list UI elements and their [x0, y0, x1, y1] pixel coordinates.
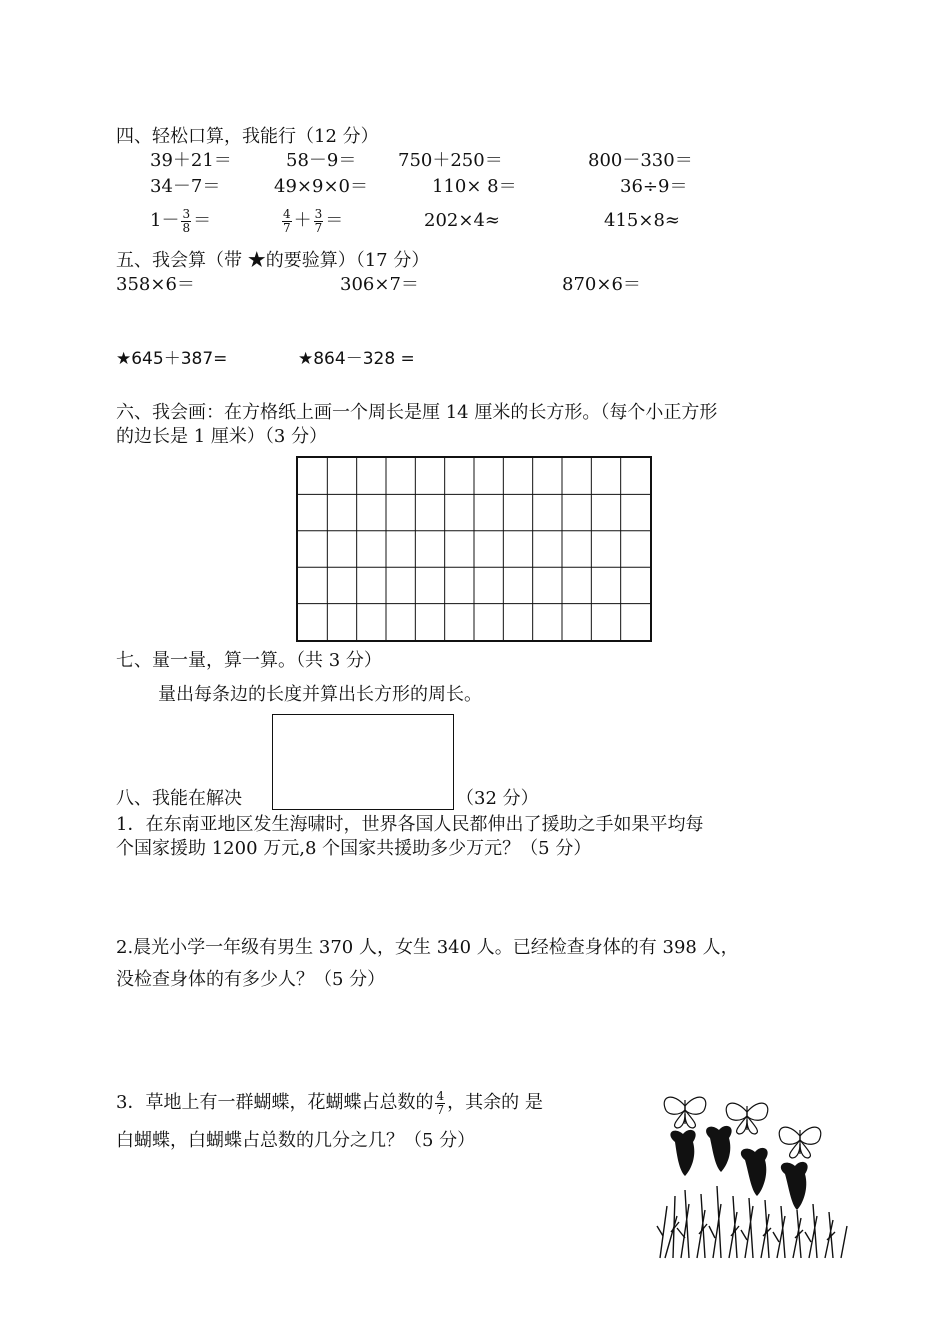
verify-calc-item: ★645＋387=: [116, 349, 228, 369]
butterfly-icon: [779, 1127, 821, 1158]
section6-instruction-line1: 六、我会画：在方格纸上画一个周长是厘 14 厘米的长方形。（每个小正方形: [116, 402, 718, 423]
calc-item: 58－9＝: [286, 150, 357, 171]
calc-item: 39＋21＝: [150, 150, 232, 171]
calc-item: 34－7＝: [150, 176, 221, 197]
fraction: [314, 208, 324, 235]
calc-text: ＋: [293, 210, 312, 231]
calc-item: 870×6＝: [562, 274, 641, 295]
fraction: [181, 208, 191, 235]
fraction-denominator: 7: [436, 1102, 445, 1117]
calc-item: 358×6＝: [116, 274, 195, 295]
question3-text: 3．草地上有一群蝴蝶，花蝴蝶占总数的: [116, 1092, 434, 1113]
dark-butterfly-icon: [706, 1126, 732, 1172]
section8-title-score: （32 分）: [456, 788, 539, 809]
fraction: [435, 1090, 445, 1117]
section7-title: 七、量一量，算一算。（共 3 分）: [116, 650, 382, 671]
verify-calc-item: ★864－328 =: [298, 349, 415, 369]
grid-lines: [298, 458, 650, 640]
calc-item: 306×7＝: [340, 274, 419, 295]
calc-item: 202×4≈: [424, 210, 500, 231]
question1-line1: 1．在东南亚地区发生海啸时，世界各国人民都伸出了援助之手如果平均每: [116, 814, 704, 835]
calc-item: 49×9×0＝: [274, 176, 368, 197]
section6-instruction-line2: 的边长是 1 厘米）（3 分）: [116, 426, 328, 447]
dark-butterfly-icon: [670, 1130, 695, 1176]
calc-item: 415×8≈: [604, 210, 680, 231]
fraction-denominator: 7: [283, 220, 291, 235]
question3-line1: [116, 1086, 543, 1120]
fraction-denominator: 7: [314, 220, 323, 235]
question3-line2: 白蝴蝶，白蝴蝶占总数的几分之几？（5 分）: [116, 1130, 476, 1151]
square-grid-paper[interactable]: [296, 456, 652, 642]
calc-item: 800－330＝: [588, 150, 693, 171]
question2-line2: 没检查身体的有多少人？（5 分）: [116, 969, 386, 990]
question2-line1: 2.晨光小学一年级有男生 370 人，女生 340 人。已经检查身体的有 398 人，: [116, 937, 739, 958]
calc-item: 36÷9＝: [620, 176, 688, 197]
calc-text: ＝: [325, 210, 344, 231]
fraction-denominator: 8: [182, 220, 191, 235]
butterfly-grass-illustration: [655, 1086, 850, 1261]
butterfly-icon: [726, 1103, 768, 1134]
butterfly-icon: [664, 1097, 706, 1128]
fraction-numerator: 4: [283, 206, 291, 221]
dark-butterfly-icon: [781, 1162, 808, 1210]
calc-fraction-item: [280, 204, 343, 238]
fraction-numerator: 3: [314, 206, 323, 221]
fraction: [282, 208, 292, 235]
fraction-numerator: 3: [182, 206, 191, 221]
section5-title: 五、我会算（带 ★的要验算）（17 分）: [116, 250, 430, 271]
calc-item: 750＋250＝: [398, 150, 503, 171]
section4-title: 四、轻松口算，我能行（12 分）: [116, 126, 379, 147]
measure-rectangle: [272, 714, 454, 810]
question1-line2: 个国家援助 1200 万元,8 个国家共援助多少万元？（5 分）: [116, 838, 592, 859]
section7-instruction: 量出每条边的长度并算出长方形的周长。: [158, 684, 482, 705]
calc-text: ＝: [193, 210, 212, 231]
calc-text: 1－: [150, 210, 180, 231]
calc-item: 110× 8＝: [432, 176, 517, 197]
dark-butterfly-icon: [741, 1148, 768, 1196]
fraction-numerator: 4: [436, 1088, 445, 1103]
section8-title: 八、我能在解决: [116, 788, 242, 809]
question3-text: ，其余的 是: [447, 1092, 543, 1113]
calc-fraction-item: [150, 204, 211, 238]
